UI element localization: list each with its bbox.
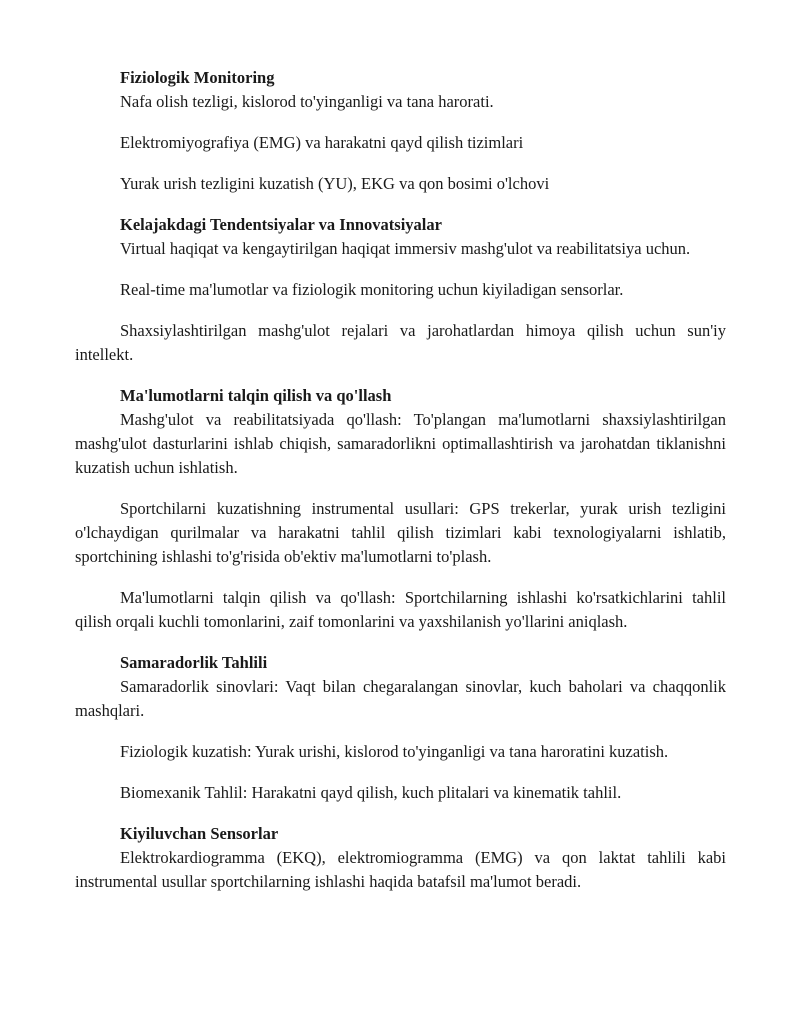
paragraph: Sportchilarni kuzatishning instrumental usullari: GPS trekerlar, yurak urish tezligini o'lchaydigan qurilmalar va harakatni tahlil qilish tizimlari kabi texnologiyalarni ishlatib, sportchining ishlashi to'g'risida ob'ektiv ma'lumotlarni to'plash. [75,499,726,566]
section-future-trends [75,213,726,367]
paragraph: Elektromiyografiya (EMG) va harakatni qayd qilish tizimlari [120,133,524,152]
paragraph: Biomexanik Tahlil: Harakatni qayd qilish, kuch plitalari va kinematik tahlil. [120,783,622,802]
section-heading: Ma'lumotlarni talqin qilish va qo'llash [120,386,392,405]
section-wearable-sensors [75,822,726,894]
section-performance-analysis [75,651,726,805]
section-heading: Kiyiluvchan Sensorlar [120,824,279,843]
paragraph: Virtual haqiqat va kengaytirilgan haqiqat immersiv mashg'ulot va reabilitatsiya uchun. [120,239,691,258]
section-heading: Kelajakdagi Tendentsiyalar va Innovatsiyalar [120,215,442,234]
section-heading: Samaradorlik Tahlili [120,653,268,672]
section-physiological-monitoring [75,66,726,196]
paragraph: Samaradorlik sinovlari: Vaqt bilan chegaralangan sinovlar, kuch baholari va chaqqonlik mashqlari. [75,677,726,720]
paragraph: Ma'lumotlarni talqin qilish va qo'llash: Sportchilarning ishlashi ko'rsatkichlarini tahlil qilish orqali kuchli tomonlarini, zaif tomonlarini va yaxshilanish yo'llarini aniqlash. [75,588,726,631]
document-page [75,66,726,911]
section-heading: Fiziologik Monitoring [120,68,275,87]
section-data-interpretation [75,384,726,634]
paragraph: Mashg'ulot va reabilitatsiyada qo'llash: To'plangan ma'lumotlarni shaxsiylashtirilgan mashg'ulot dasturlarini ishlab chiqish, samaradorlikni optimallashtirish va jarohatdan tiklanishni kuzatish uchun ishlatish. [75,410,726,477]
paragraph: Fiziologik kuzatish: Yurak urishi, kislorod to'yinganligi va tana haroratini kuzatish. [120,742,669,761]
paragraph: Nafa olish tezligi, kislorod to'yinganligi va tana harorati. [120,92,494,111]
paragraph: Shaxsiylashtirilgan mashg'ulot rejalari va jarohatlardan himoya qilish uchun sun'iy intellekt. [75,321,726,364]
paragraph: Yurak urish tezligini kuzatish (YU), EKG va qon bosimi o'lchovi [120,174,550,193]
paragraph: Elektrokardiogramma (EKQ), elektromiogramma (EMG) va qon laktat tahlili kabi instrumental usullar sportchilarning ishlashi haqida batafsil ma'lumot beradi. [75,848,726,891]
paragraph: Real-time ma'lumotlar va fiziologik monitoring uchun kiyiladigan sensorlar. [120,280,624,299]
